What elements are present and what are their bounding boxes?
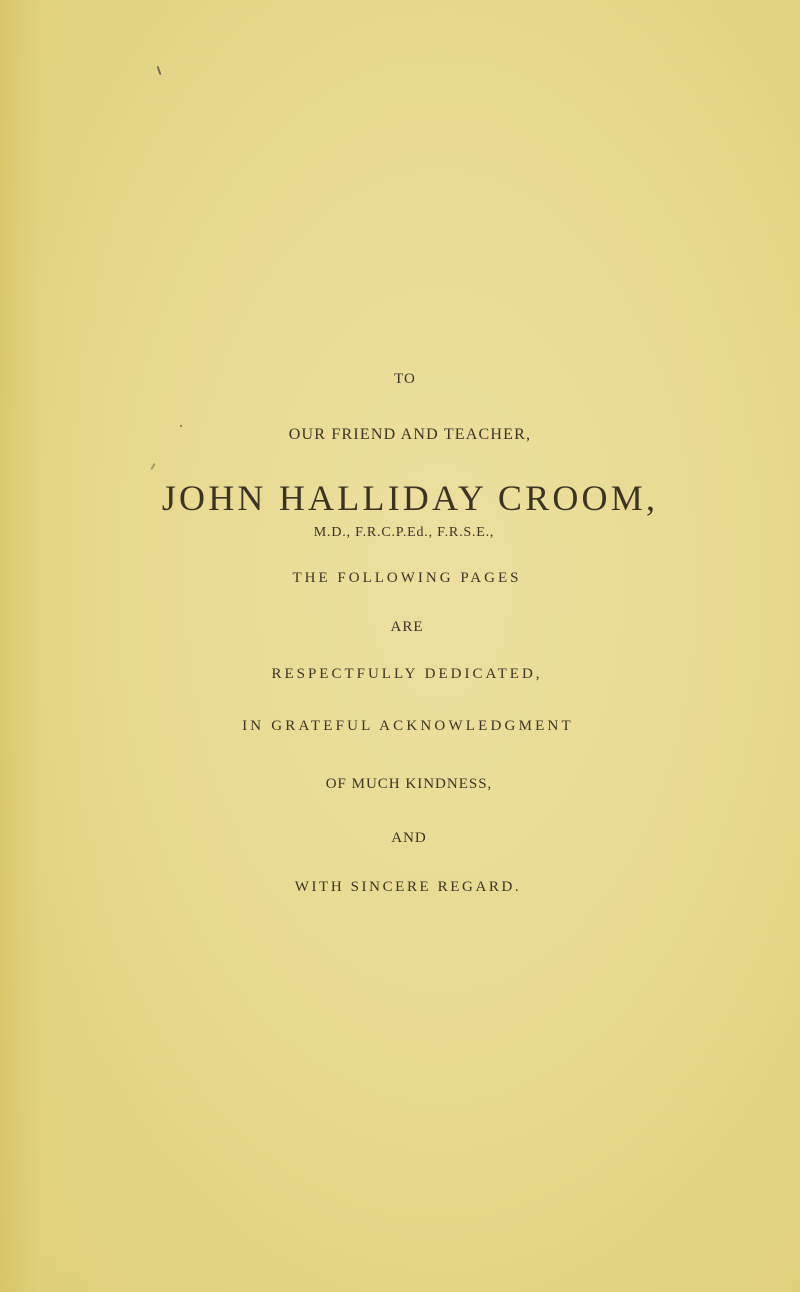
dedication-regard: WITH SINCERE REGARD. (294, 879, 522, 895)
dedication-and: AND (391, 830, 427, 846)
dedication-friend-line: OUR FRIEND AND TEACHER, (288, 426, 532, 443)
dedicatee-degrees: M.D., F.R.C.P.Ed., F.R.S.E., (313, 525, 495, 540)
dedication-grateful: IN GRATEFUL ACKNOWLEDGMENT (242, 718, 574, 734)
dedication-dedicated: RESPECTFULLY DEDICATED, (271, 666, 543, 682)
dedicatee-name: JOHN HALLIDAY CROOM, (161, 478, 659, 518)
dedication-following-pages: THE FOLLOWING PAGES (292, 570, 522, 586)
paper-mark (157, 66, 162, 75)
dedication-are: ARE (390, 619, 424, 635)
dedication-kindness: OF MUCH KINDNESS, (325, 776, 493, 792)
dedication-to: TO (394, 371, 416, 387)
paper-mark (150, 463, 155, 470)
